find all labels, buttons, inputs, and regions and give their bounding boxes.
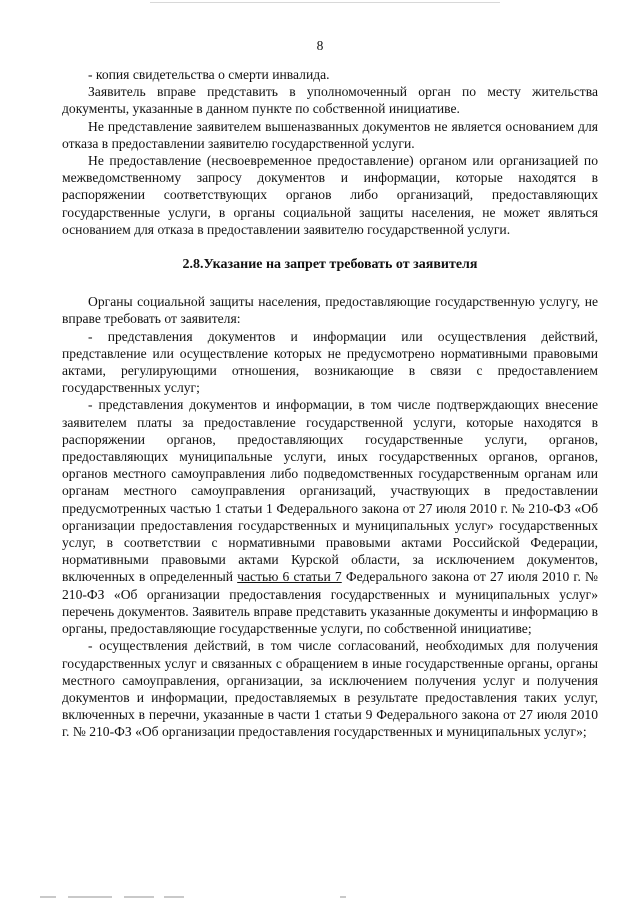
list-item-actions-approvals: - осуществления действий, в том числе согласований, необходимых для получения государственных услуг и связанных с обращением в иные государственные органы, органы местного самоуправления, организации, за исключением получения услуг и получения документов и информации, предоставляемых в результате предоставления таких услуг, включенных в перечни, указанные в части 1 статьи 9 Федерального закона от 27 июля 2010 г. № 210-ФЗ «Об организации предоставления государственных и муниципальных услуг»; — [62, 638, 598, 740]
section-heading: 2.8.Указание на запрет требовать от заявителя — [182, 257, 478, 273]
scan-footer-marks — [40, 893, 600, 901]
page-number: 8 — [316, 38, 324, 53]
paragraph-interagency-request: Не предоставление (несвоевременное предоставление) органом или организацией по межведомственному запросу документов и информации, которые находятся в распоряжении соответствующих органов либо организаций, предоставляющих государственные услуги, в органы социальной защиты населения, не может являться основанием для отказа в предоставлении заявителю государственной услуги. — [62, 153, 598, 237]
list-item-documents-in-possession — [62, 396, 598, 637]
scan-edge-line — [150, 2, 500, 3]
list-item-text-end: Федерального закона от 27 июля 2010 г. № 210-ФЗ «Об организации предоставления государственных и муниципальных услуг» перечень документов. Заявитель вправе представить указанные документы и информацию в органы, предоставляющие государственные услуги, по собственной инициативе; — [62, 569, 598, 637]
list-item-documents-not-required: - представления документов и информации или осуществления действий, представление или осуществление которых не предусмотрено нормативными правовыми актами, регулирующими отношения, возникающие в связи с предоставлением государственных услуг; — [62, 328, 598, 396]
law-reference-link[interactable]: частью 6 статьи 7 — [237, 569, 342, 585]
paragraph-death-certificate: - копия свидетельства о смерти инвалида. — [88, 67, 330, 82]
document-body — [62, 66, 598, 741]
list-item-text-start: - представления документов и информации, в том числе подтверждающих внесение заявителем платы за предоставление государственной услуги, которые находятся в распоряжении органов, предоставляющих государственные услуги, органов, предоставляющих муниципальные услуги, иных государственных органов, органов, органов местного самоуправления либо подведомственных государственным органам или органам местного самоуправления организаций, участвующих в предоставлении предусмотренных частью 1 статьи 1 Федерального закона от 27 июля 2010 г. № 210-ФЗ «Об организации предоставления государственных и муниципальных услуг» государственных услуг, в соответствии с нормативными правовыми актами Российской Федерации, нормативными правовыми актами Курской области, за исключением документов, включенных в определенный — [62, 397, 598, 585]
paragraph-not-grounds: Не представление заявителем вышеназванных документов не является основанием для отказа в предоставлении заявителю государственной услуги. — [62, 118, 598, 151]
paragraph-intro: Органы социальной защиты населения, предоставляющие государственную услугу, не вправе требовать от заявителя: — [62, 294, 598, 327]
paragraph-own-initiative: Заявитель вправе представить в уполномоченный орган по месту жительства документы, указанные в данном пункте по собственной инициативе. — [62, 84, 598, 117]
